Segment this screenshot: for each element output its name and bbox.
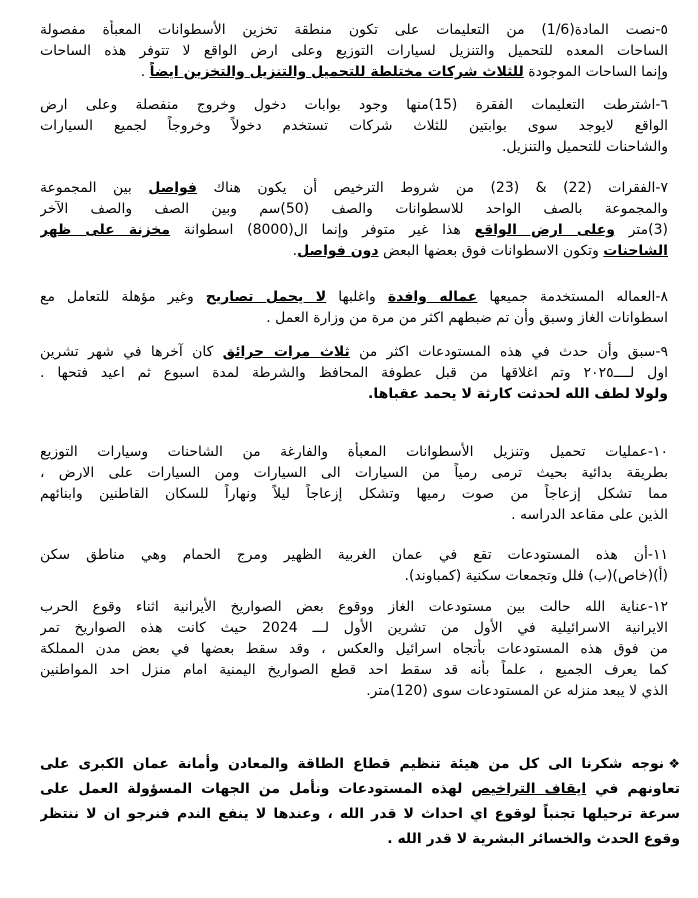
text-segment: الذي لا يبعد منزله عن المستودعات سوى (120)متر. xyxy=(366,683,668,699)
emphasis-underlined: عماله وافدة xyxy=(387,289,478,305)
text-line xyxy=(40,597,668,618)
item-number: ٩- xyxy=(655,344,668,360)
text-segment: والشاحنات للتحميل والتنزيل. xyxy=(501,139,668,155)
text-line xyxy=(40,116,668,137)
closing-line xyxy=(40,827,680,852)
text-segment: أن هذه المستودعات تقع في عمان الغربية الظهير ومرج الحمام وهي مناطق سكن xyxy=(40,547,648,563)
text-segment: العماله المستخدمة جميعها xyxy=(477,289,656,305)
text-segment: والمجموعة بالصف الواحد للاسطوانات والصف (50)سم وبين الصف والصف الآخر xyxy=(40,201,668,217)
item-number: ١٠- xyxy=(647,444,668,460)
text-segment: نصت المادة(1/6) من التعليمات على تكون منطقة تخزين الأسطوانات المعبأة مفصولة xyxy=(40,22,656,38)
closing-line xyxy=(40,802,680,827)
emphasis-underlined: للثلاث شركات مختلطة للتحميل والتنزيل والتخزين ايضاً xyxy=(149,64,524,80)
emphasis-underlined: فواصل xyxy=(148,180,197,196)
item-12 xyxy=(40,597,668,702)
text-segment: الايرانية الاسرائيلية في الأول من تشرين الأول لـــ 2024 حيث كانت هذه الصواريخ تمر xyxy=(40,620,668,636)
text-line xyxy=(40,41,668,62)
text-segment: هذا غير متوفر وإنما ال(8000) اسطوانة xyxy=(170,222,475,238)
item-number: ١١- xyxy=(647,547,668,563)
diamond-bullet-icon: ❖ xyxy=(668,757,680,772)
item-7 xyxy=(40,178,668,262)
text-segment: (أ)(خاص)(ب) فلل وتجمعات سكنية (كمباوند). xyxy=(404,568,668,584)
text-line xyxy=(40,505,668,526)
closing-line xyxy=(40,752,680,777)
emphasis-underlined: ثلاث مرات حرائق xyxy=(222,344,350,360)
closing-line xyxy=(40,777,680,802)
text-segment: سرعة ترحيلها تجنباً لوقوع اي احداث لا قدر الله ، وعندها لا ينفع الندم فنرجو ان لا ننتظر xyxy=(40,806,680,822)
item-10 xyxy=(40,442,668,526)
text-line xyxy=(40,308,668,329)
text-line xyxy=(40,463,668,484)
text-line xyxy=(40,241,668,262)
item-11 xyxy=(40,545,668,587)
text-line xyxy=(40,484,668,505)
item-number: ٧- xyxy=(655,180,668,196)
item-number: ٥- xyxy=(655,22,668,38)
text-segment: لهذه المستودعات ونأمل من الجهات المسؤولة العمل على xyxy=(40,781,472,797)
text-line xyxy=(40,287,668,308)
text-line xyxy=(40,62,668,83)
text-segment: سبق وأن حدث في هذه المستودعات اكثر من xyxy=(349,344,656,360)
item-8 xyxy=(40,287,668,329)
item-9 xyxy=(40,342,668,405)
item-number: ٨- xyxy=(655,289,668,305)
text-segment: مما تشكل إزعاجاً من صوت رميها وتشكل إزعاجاً ليلاً ونهاراً للسكان القاطنين وابنائهم xyxy=(40,486,668,502)
emphasis-underlined: دون فواصل xyxy=(297,243,379,259)
text-segment: تعاونهم في xyxy=(586,781,680,797)
text-segment: وغير مؤهلة للتعامل مع xyxy=(40,289,206,305)
text-line xyxy=(40,639,668,660)
item-number: ٦- xyxy=(655,97,668,113)
text-segment: كما يعرف الجميع ، علماً بأنه قد سقط احد قطع الصواريخ اليمنية امام منزل احد المواطنين xyxy=(40,662,668,678)
text-segment: بين المجموعة xyxy=(40,180,149,196)
emphasis-underlined: الشاحنات xyxy=(603,243,668,259)
text-line xyxy=(40,342,668,363)
text-segment: وقوع الحدث والخسائر البشرية لا قدر الله . xyxy=(387,831,680,847)
emphasis-bold: ولولا لطف الله لحدثت كارثة لا يحمد عقباها. xyxy=(368,386,668,402)
text-segment: من فوق هذه المستودعات بأتجاه اسرائيل والعكس ، وقد سقط بعضها في بعض مدن المملكة xyxy=(40,641,668,657)
text-segment: كان آخرها في شهر تشرين xyxy=(40,344,223,360)
text-segment: . xyxy=(140,64,150,80)
text-segment: الذين على مقاعد الدراسه . xyxy=(511,507,668,523)
item-6 xyxy=(40,95,668,158)
text-line xyxy=(40,95,668,116)
text-line xyxy=(40,137,668,158)
text-segment: وإنما الساحات الموجودة xyxy=(523,64,668,80)
item-5 xyxy=(40,20,668,83)
text-segment: واغلبها xyxy=(326,289,388,305)
text-segment: نوجه شكرنا الى كل من هيئة تنظيم قطاع الطاقة والمعادن وأمانة عمان الكبرى على xyxy=(40,756,664,772)
text-segment: الفقرات (22) & (23) من شروط الترخيص أن يكون هناك xyxy=(196,180,656,196)
text-segment: اشترطت التعليمات الفقرة (15)منها وجود بوابات دخول وخروج منفصلة وعلى ارض xyxy=(40,97,656,113)
text-line xyxy=(40,220,668,241)
text-segment: وتكون الاسطوانات فوق بعضها البعض xyxy=(378,243,604,259)
text-segment: الواقع لايوجد سوى بوابتين للثلاث شركات تستخدم دخولاً وخروجاً لجميع السيارات xyxy=(40,118,668,134)
text-segment: (3)متر xyxy=(614,222,668,238)
emphasis-underlined: لا يحمل تصاريح xyxy=(205,289,327,305)
text-line xyxy=(40,20,668,41)
text-line xyxy=(40,618,668,639)
text-line xyxy=(40,681,668,702)
text-line xyxy=(40,384,668,405)
emphasis-underlined: مخزنة على ظهر xyxy=(40,222,171,238)
text-segment: عمليات تحميل وتنزيل الأسطوانات المعبأة والفارغة من الشاحنات وسيارات التوزيع xyxy=(40,444,648,460)
text-line xyxy=(40,363,668,384)
text-line xyxy=(40,660,668,681)
text-segment: اول لــــ٢٠٢٥ وتم اغلاقها من قبل عطوفة المحافظ والشرطة لمدة اسبوع ثم اعيد فتحها . xyxy=(40,365,668,381)
text-segment: اسطوانات الغاز وسبق وأن تم ضبطهم اكثر من مرة من وزارة العمل . xyxy=(266,310,668,326)
text-line xyxy=(40,442,668,463)
emphasis-underlined: ايقاف التراخيص xyxy=(471,781,587,797)
text-segment: بطريقة بدائية بحيث ترمى رمياً من السيارات الى السيارات ومن السيارات على الارض ، xyxy=(40,465,668,481)
text-segment: الساحات المعده للتحميل والتنزيل لسيارات التوزيع وعلى ارض الواقع لا تتوفر هذه الساحات xyxy=(40,43,668,59)
emphasis-underlined: وعلى ارض الواقع xyxy=(474,222,615,238)
text-line xyxy=(40,178,668,199)
text-segment: عناية الله حالت بين مستودعات الغاز ووقوع بعض الصواريخ الأيرانية اثناء وقوع الحرب xyxy=(40,599,648,615)
text-segment: . xyxy=(292,243,298,259)
item-number: ١٢- xyxy=(647,599,668,615)
closing-paragraph xyxy=(40,752,680,852)
text-line xyxy=(40,545,668,566)
text-line xyxy=(40,199,668,220)
text-line xyxy=(40,566,668,587)
